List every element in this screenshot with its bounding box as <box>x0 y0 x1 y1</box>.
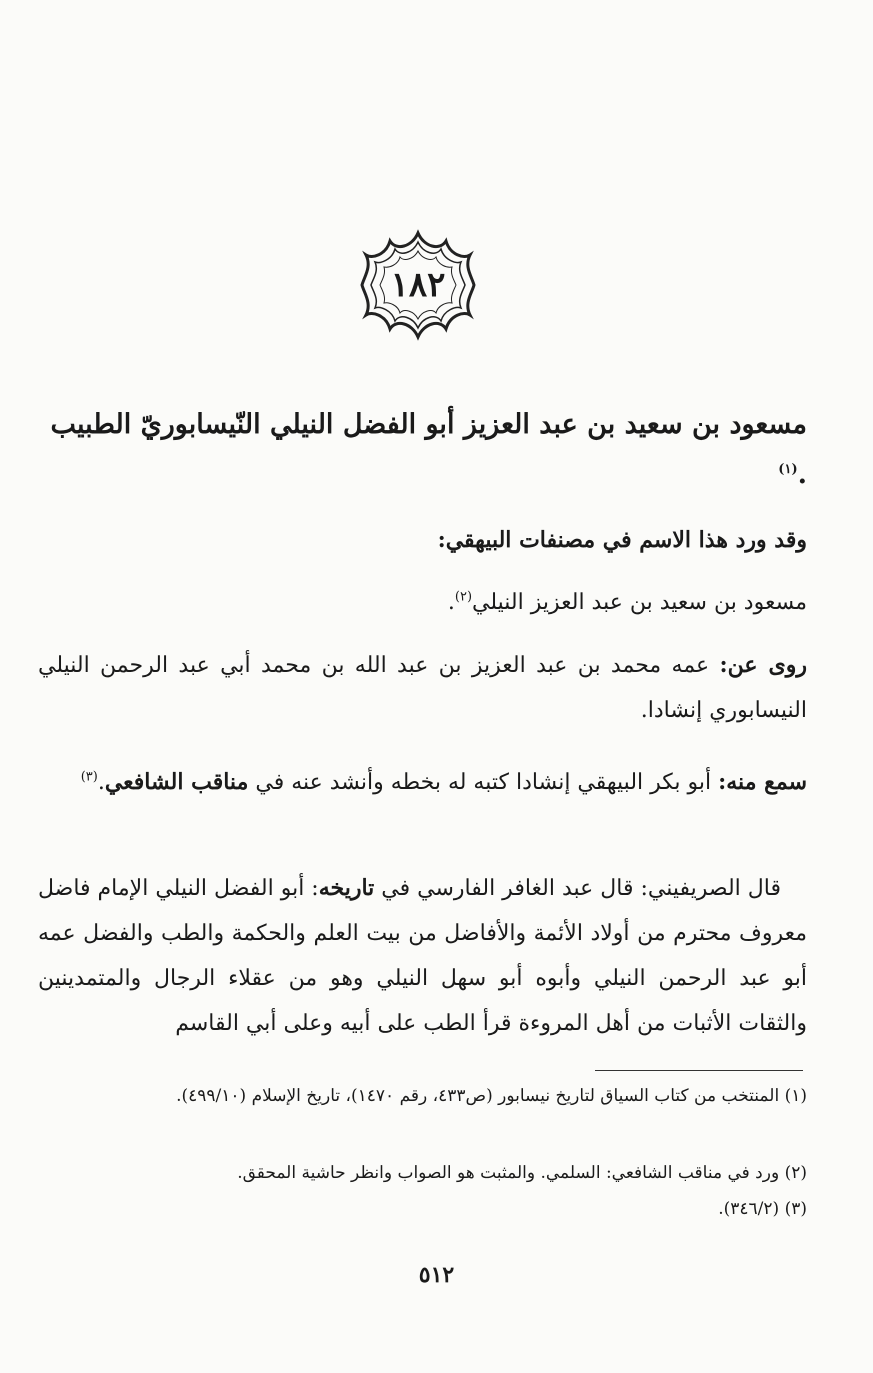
name-end: . <box>447 590 455 615</box>
entry-number: ١٨٢ <box>390 265 446 305</box>
rawa-an-label: روى عن: <box>719 652 807 678</box>
name-line <box>38 580 807 625</box>
book-title-tarikh: تاريخه <box>318 875 375 901</box>
footnote-2-number: (٢) <box>784 1163 807 1183</box>
rawa-an-text: عمه محمد بن عبد العزيز بن عبد الله بن محمد أبي عبد الرحمن النيلي النيسابوري إنشادا. <box>38 653 807 723</box>
name-text: مسعود بن سعيد بن عبد العزيز النيلي <box>472 590 807 615</box>
footnote-ref-2: (٢) <box>454 589 473 605</box>
footnote-ref-1: (١) <box>778 462 798 477</box>
entry-title <box>38 400 807 500</box>
entry-title-text: مسعود بن سعيد بن عبد العزيز أبو الفضل النيلي النّيسابوريّ الطبيب . <box>50 409 807 490</box>
footnote-3 <box>38 1193 807 1225</box>
footnote-2 <box>38 1157 807 1189</box>
samia-minhu-label: سمع منه: <box>718 769 807 795</box>
footnote-3-text: (٣٤٦/٢). <box>718 1199 780 1219</box>
footnote-1 <box>38 1080 807 1112</box>
footnote-2-text: ورد في مناقب الشافعي: السلمي. والمثبت هو الصواب وانظر حاشية المحقق. <box>237 1163 780 1183</box>
intro-text: وقد ورد هذا الاسم في مصنفات البيهقي: <box>437 527 807 553</box>
intro-line <box>38 518 807 563</box>
footnote-1-number: (١) <box>784 1086 807 1106</box>
footnote-3-number: (٣) <box>784 1199 807 1219</box>
rawa-an-paragraph <box>38 643 807 733</box>
book-title-manaqib: مناقب الشافعي <box>104 769 249 795</box>
samia-end: . <box>97 770 105 795</box>
sarifini-paragraph <box>38 866 807 1046</box>
footnote-1-text: المنتخب من كتاب السياق لتاريخ نيسابور (ص٤٣٣، رقم ١٤٧٠)، تاريخ الإسلام (٤٩٩/١٠). <box>176 1086 780 1106</box>
sarifini-text-1: قال الصريفيني: قال عبد الغافر الفارسي في <box>374 876 781 901</box>
samia-minhu-paragraph <box>38 760 807 805</box>
sarifini-text-2: : أبو الفضل النيلي الإمام فاضل معروف محترم من أولاد الأئمة والأفاضل من بيت العلم والحكمة والطب والفضل عمه أبو عبد الرحمن النيلي وأبوه أبو سهل النيلي وهو من عقلاء الرجال والمتمدينين والثقات الأثبات من أهل المروءة قرأ الطب على أبيه وعلى أبي القاسم <box>38 876 807 1036</box>
footnote-ref-3: (٣) <box>80 769 98 785</box>
page-number: ٥١٢ <box>418 1262 455 1288</box>
footnote-divider <box>595 1070 803 1071</box>
samia-minhu-text: أبو بكر البيهقي إنشادا كتبه له بخطه وأنشد عنه في <box>248 770 719 795</box>
